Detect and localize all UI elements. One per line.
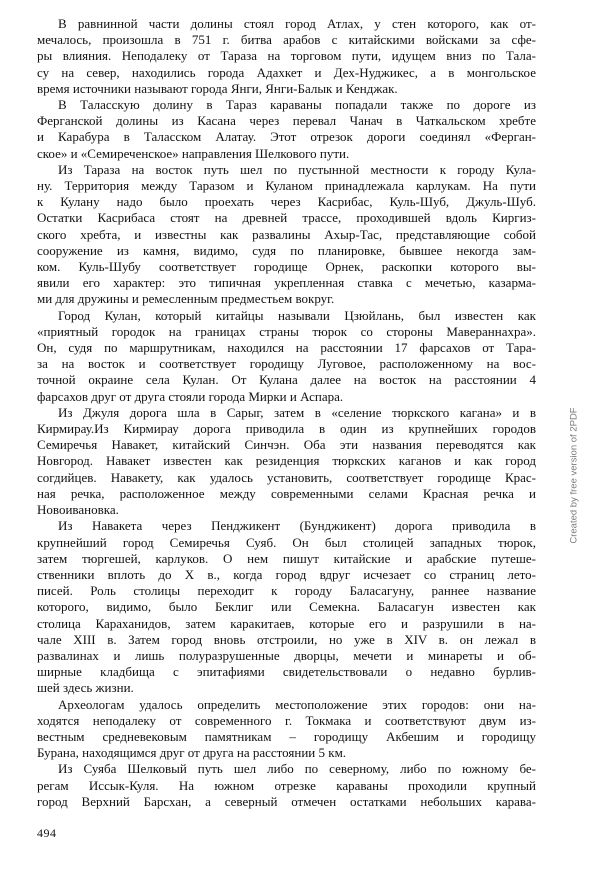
text-line: Новгород. Навакет известен как резиденция тюркских каганов и как город — [37, 453, 536, 469]
text-line: согдийцев. Навакету, как удалось установить, соответствует городище Крас- — [37, 469, 536, 485]
text-line: шей здесь жизни. — [37, 680, 134, 696]
text-line: Остатки Касрибаса стоят на древней трассе, проходившей вдоль Киргиз- — [37, 210, 536, 226]
text-line: крупнейший город Семиречья Суяб. Он был столицей западных тюрок, — [37, 534, 536, 550]
text-line: ственники вплоть до X в., когда город вдруг исчезает со страниц лето- — [37, 566, 536, 582]
text-line: Бурана, находящимся друг от друга на расстоянии 5 км. — [37, 745, 347, 761]
paragraph — [37, 761, 536, 810]
text-line: за на восток и соответствует городищу Луговое, расположенному на вос- — [37, 356, 536, 372]
paragraph — [37, 162, 536, 308]
text-line: сооружение из камня, видимо, судя по планировке, бывшее некогда зам- — [37, 242, 536, 258]
text-line: развалинах и лишь полуразрушенные дворцы, мечети и минареты и об- — [37, 647, 536, 663]
text-line: су на север, находились города Адахкет и Дех-Нуджикес, а в монгольское — [37, 64, 536, 80]
text-line: точной окраине села Кулан. От Кулана далее на восток на расстоянии 4 — [37, 372, 536, 388]
text-line: ское» и «Семиреченское» направления Шелкового пути. — [37, 145, 350, 161]
text-line: регам Иссык-Куля. На южном отрезке караваны проходили крупный — [37, 777, 536, 793]
text-line: ского хребта, и известны как развалины Ахыр-Тас, представляющие собой — [37, 226, 536, 242]
text-line: Город Кулан, который китайцы называли Цзюйлань, был известен как — [58, 307, 536, 323]
paragraph — [37, 518, 536, 696]
text-line: вестным средневековым памятникам – городищу Акбешим и городищу — [37, 728, 536, 744]
paragraph — [37, 405, 536, 518]
text-line: ная речка, расположенное между современными селами Красная речка и — [37, 485, 536, 501]
text-line: Новоивановка. — [37, 502, 119, 518]
paragraph — [37, 697, 536, 762]
text-line: «приятный городок на границах страны тюрок со стороны Мавераннахра». — [37, 323, 536, 339]
text-line: ну. Территория между Таразом и Куланом принадлежала карлукам. На пути — [37, 178, 536, 194]
text-line: Из Тараза на восток путь шел по пустынной местности к городу Кула- — [58, 161, 536, 177]
text-line: Он, судя по маршрутникам, находился на расстоянии 17 фарсахов от Тара- — [37, 340, 536, 356]
page-number: 494 — [37, 826, 57, 840]
text-line: мечалось, произошла в 751 г. битва арабов с китайскими войсками за сфе- — [37, 32, 536, 48]
text-line: Из Навакета через Пенджикент (Бунджикент) дорога приводила в — [58, 518, 536, 534]
text-line: В Таласскую долину в Тараз караваны попадали также по дороге из — [58, 97, 536, 113]
body-text — [37, 16, 536, 810]
text-line: Семиречья Навакет, китайский Синчэн. Оба эти названия переводятся как — [37, 437, 536, 453]
side-watermark: Created by free version of 2PDF — [568, 407, 580, 544]
text-line: Кирмирау.Из Кирмирау дорога приводила в один из крупнейших городов — [37, 421, 536, 437]
text-line: Из Суяба Шелковый путь шел либо по северному, либо по южному бе- — [58, 761, 536, 777]
text-line: В равнинной части долины стоял город Атлах, у стен которого, как от- — [58, 16, 536, 31]
text-line: фарсахов друг от друга стояли города Мирки и Аспара. — [37, 388, 344, 404]
paragraph — [37, 97, 536, 162]
text-line: писей. Роль столицы переходит к городу Баласагуну, раннее название — [37, 583, 536, 599]
text-line: к Кулану надо было проехать через Касрибас, Куль-Шуб, Джуль-Шуб. — [37, 194, 536, 210]
text-line: время источники называют города Янги, Янги-Балык и Кенджак. — [37, 80, 398, 96]
text-line: ком. Куль-Шубу соответствует городище Орнек, раскопки которого вы- — [37, 259, 536, 275]
paragraph — [37, 308, 536, 405]
paragraph — [37, 16, 536, 97]
text-line: Археологам удалось определить местоположение этих городов: они на- — [58, 696, 536, 712]
text-line: Из Джуля дорога шла в Сарыг, затем в «селение тюркского кагана» и в — [58, 404, 536, 420]
text-line: ми для дружины и ремесленным предместьем вокруг. — [37, 291, 335, 307]
text-line: и Карабура в Таласском Алатау. Этот отрезок дороги соединял «Ферган- — [37, 129, 536, 145]
text-line: город Верхний Барсхан, а северный отмечен остатками небольших карава- — [37, 793, 536, 809]
text-line: затем тюргешей, карлуков. О нем пишут китайские и арабские путеше- — [37, 550, 536, 566]
text-line: чале XIII в. Затем город вновь отстроили, но уже в XIV в. он лежал в — [37, 631, 536, 647]
text-line: столица Караханидов, затем каракитаев, которые его и разрушили в на- — [37, 615, 536, 631]
text-line: ходятся неподалеку от современного г. Токмака и соответствуют двум из- — [37, 712, 536, 728]
text-line: явили его характер: это типичная укрепленная ставка с мечетью, казарма- — [37, 275, 536, 291]
text-line: которого, видимо, было Беклиг или Семекна. Баласагун известен как — [37, 599, 536, 615]
text-line: ры влияния. Неподалеку от Тараза на торговом пути, идущем вниз по Тала- — [37, 48, 536, 64]
text-line: Ферганской долины из Касана через перевал Чанач в Чаткальском хребте — [37, 113, 536, 129]
text-line: ширные кладбища с эпитафиями свидетельствовали о недавно бурлив- — [37, 664, 536, 680]
